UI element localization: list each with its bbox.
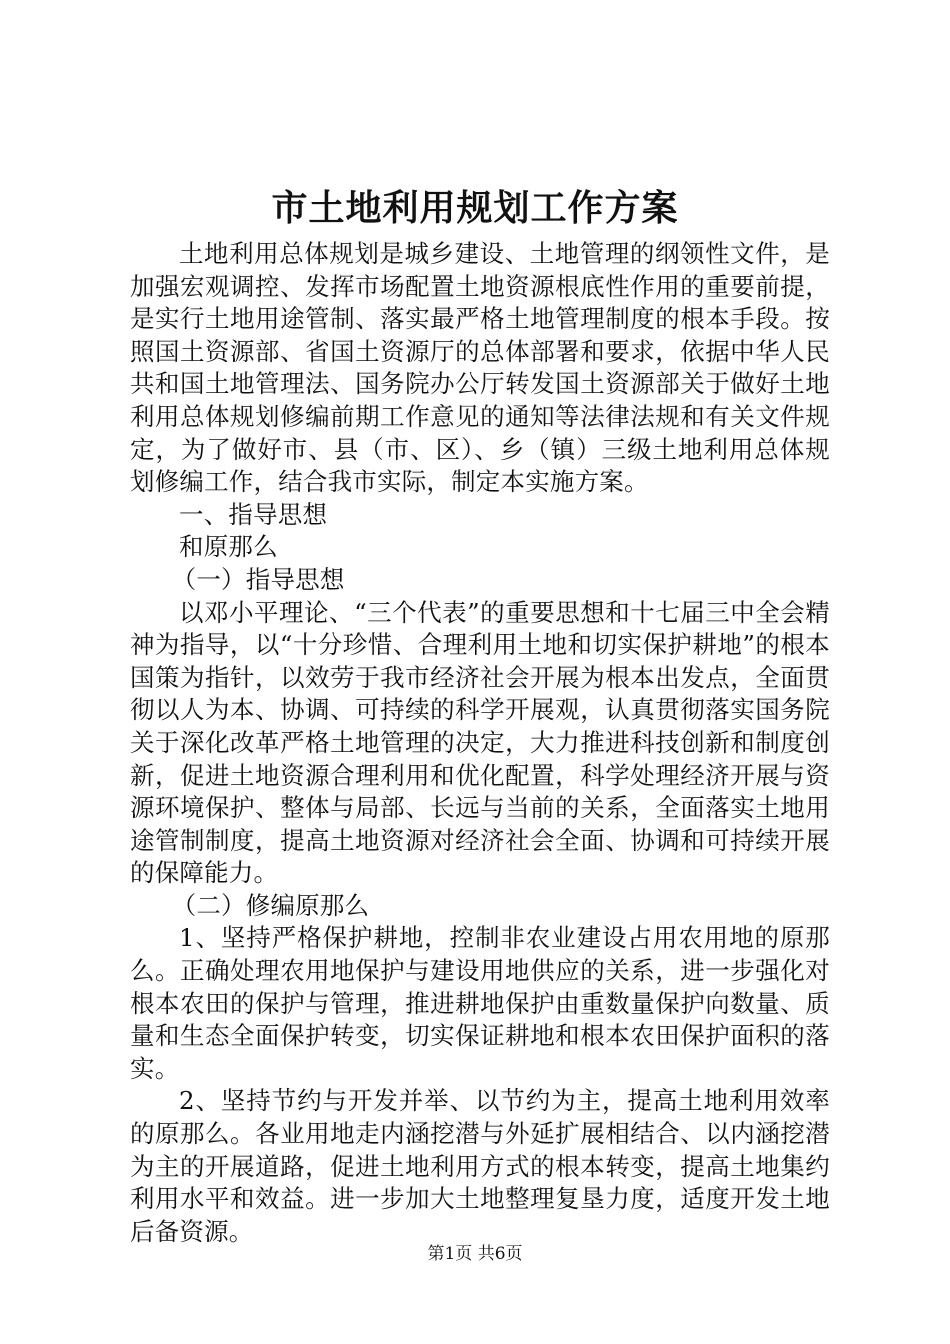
subsection-heading-principles: （二）修编原那么 (171, 890, 370, 920)
page-number-footer: 第1页 共6页 (427, 1244, 523, 1264)
paragraph-principle-2: 2、坚持节约与开发并举、以节约为主，提高土地利用效率的原那么。各业用地走内涵挖潜与外延扩展相结合、以内涵挖潜为主的开展道路，促进土地利用方式的根本转变，提高土地集约利用水平和效益。进一步加大土地整理复垦力度，适度开发土地后备资源。 (130, 1086, 830, 1246)
section-heading-continuation: 和原那么 (179, 532, 278, 562)
document-body (130, 238, 830, 1248)
document-title: 市土地利用规划工作方案 (271, 187, 679, 229)
section-heading-guiding: 一、指导思想 (179, 499, 328, 529)
paragraph-guiding-thought: 以邓小平理论、“三个代表”的重要思想和十七届三中全会精神为指导，以“十分珍惜、合理利用土地和切实保护耕地”的根本国策为指针，以效劳于我市经济社会开展为根本出发点，全面贯彻以人为本、协调、可持续的科学开展观，认真贯彻落实国务院关于深化改革严格土地管理的决定，大力推进科技创新和制度创新，促进土地资源合理利用和优化配置，科学处理经济开展与资源环境保护、整体与局部、长远与当前的关系，全面落实土地用途管制制度，提高土地资源对经济社会全面、协调和可持续开展的保障能力。 (130, 597, 830, 888)
subsection-heading-guiding-thought: （一）指导思想 (171, 564, 345, 594)
paragraph-principle-1: 1、坚持严格保护耕地，控制非农业建设占用农用地的原那么。正确处理农用地保护与建设用地供应的关系，进一步强化对根本农田的保护与管理，推进耕地保护由重数量保护向数量、质量和生态全面保护转变，切实保证耕地和根本农田保护面积的落实。 (130, 923, 830, 1083)
paragraph-intro: 土地利用总体规划是城乡建设、土地管理的纲领性文件，是加强宏观调控、发挥市场配置土地资源根底性作用的重要前提，是实行土地用途管制、落实最严格土地管理制度的根本手段。按照国土资源部、省国土资源厅的总体部署和要求，依据中华人民共和国土地管理法、国务院办公厅转发国土资源部关于做好土地利用总体规划修编前期工作意见的通知等法律法规和有关文件规定，为了做好市、县（市、区）、乡（镇）三级土地利用总体规划修编工作，结合我市实际，制定本实施方案。 (130, 239, 830, 497)
